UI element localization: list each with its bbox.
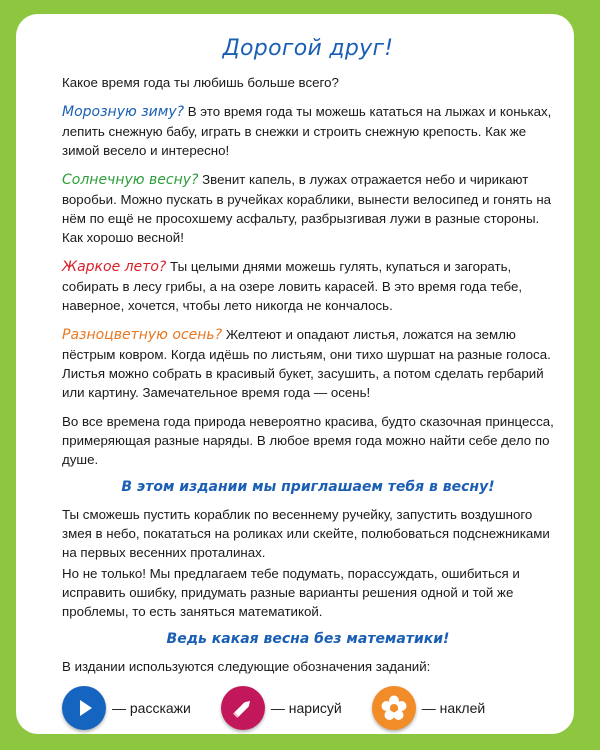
legend-item-sticker: [372, 686, 485, 730]
winter-keyword: Морозную зиму?: [62, 104, 185, 120]
legend-label: — нарисуй: [270, 700, 342, 716]
all-seasons-paragraph: Во все времена года природа невероятно красива, будто сказочная принцесса, примеряющая разные наряды. В любое время года можно найти себе дело по душе.: [62, 414, 554, 467]
winter-paragraph: [62, 102, 554, 160]
intro-question: Какое время года ты любишь больше всего?: [62, 75, 339, 90]
spring-keyword: Солнечную весну?: [62, 172, 199, 188]
autumn-paragraph: [62, 325, 554, 402]
page: [16, 14, 574, 734]
winter-text: В это время года ты можешь кататься на лыжах и коньках, лепить снежную бабу, играть в снежки и строить снежную крепость. Как же зимой весело и интересно!: [62, 104, 552, 158]
legend-label: — наклей: [421, 700, 486, 716]
autumn-keyword: Разноцветную осень?: [62, 327, 223, 343]
play-icon: [62, 686, 106, 730]
closing-heading: Ведь какая весна без математики!: [166, 631, 450, 647]
legend: [62, 686, 554, 730]
summer-text: Ты целыми днями можешь гулять, купаться и загорать, собирать в лесу грибы, а на озере ловить карасей. В это время года тебе, наверное, хочется, чтобы лето никогда не кончалось.: [62, 259, 523, 313]
flower-icon: [372, 686, 416, 730]
legend-intro: В издании используются следующие обозначения заданий:: [62, 659, 431, 674]
summer-keyword: Жаркое лето?: [62, 259, 167, 275]
autumn-text: Желтеют и опадают листья, ложатся на землю пёстрым ковром. Когда идёшь по листьям, они тихо шуршат на разные голоса. Листья можно собрать в красивый букет, засушить, а потом сделать гербарий или картину. Замечательное время года — осень!: [62, 327, 551, 400]
spring-text: Звенит капель, в лужах отражается небо и чирикают воробьи. Можно пускать в ручейках кораблики, вынести велосипед и гонять на нём по ещё не просохшему асфальту, разбрызгивая лужи в разные стороны. Как хорошо весной!: [62, 172, 552, 245]
pencil-icon: [221, 686, 265, 730]
legend-item-draw: [221, 686, 342, 730]
activities-paragraph-2: Но не только! Мы предлагаем тебе подумать, порассуждать, ошибиться и исправить ошибку, придумать разные варианты решения одной и той же проблемы, то есть заняться математикой.: [62, 566, 520, 619]
legend-label: — расскажи: [112, 700, 191, 716]
legend-item-tell: [62, 686, 191, 730]
activities-paragraph-1: Ты сможешь пустить кораблик по весеннему ручейку, запустить воздушного змея в небо, покататься на роликах или скейте, полюбоваться подснежниками на первых весенних проталинах.: [62, 507, 550, 560]
page-title: Дорогой друг!: [222, 36, 394, 61]
invite-heading: В этом издании мы приглашаем тебя в весну!: [121, 479, 495, 495]
spring-paragraph: [62, 170, 554, 247]
summer-paragraph: [62, 257, 554, 315]
